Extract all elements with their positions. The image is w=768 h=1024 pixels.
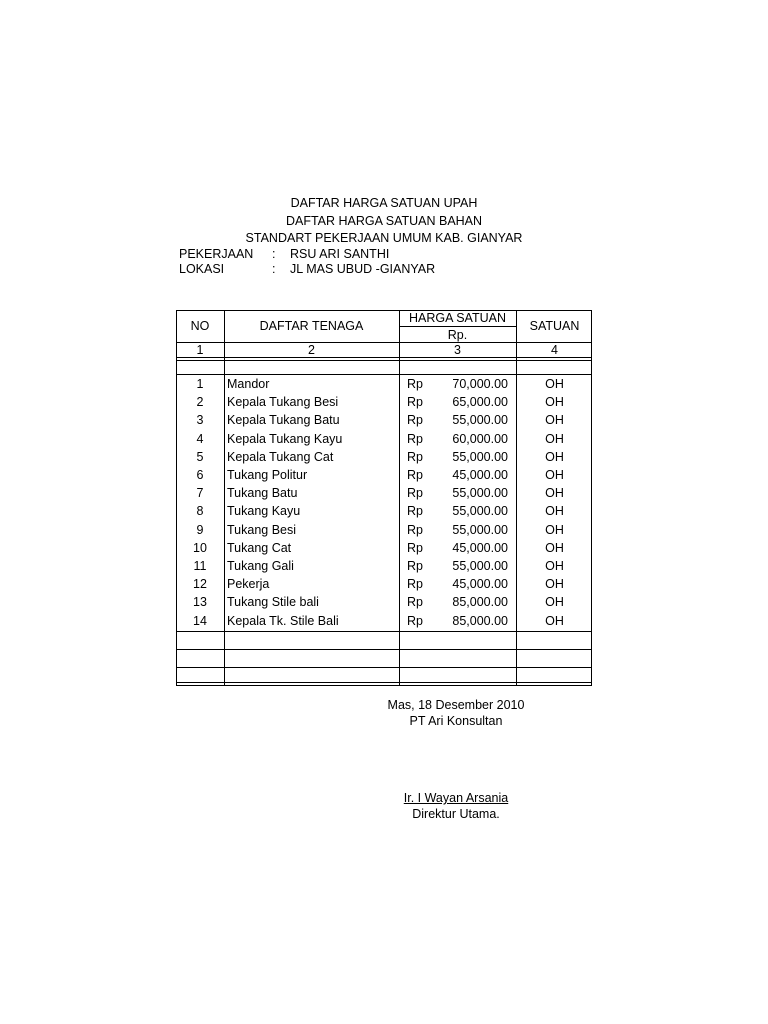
row-name: Kepala Tukang Kayu (227, 432, 343, 446)
title-standart: STANDART PEKERJAAN UMUM KAB. GIANYAR (245, 231, 523, 245)
index-col-2: 2 (308, 343, 315, 357)
header-no: NO (190, 319, 210, 333)
row-price: 55,000.00 (452, 413, 508, 427)
row-currency: Rp (407, 577, 423, 591)
row-price: 55,000.00 (452, 486, 508, 500)
row-currency: Rp (407, 541, 423, 555)
row-no: 14 (193, 614, 207, 628)
row-no: 3 (196, 413, 204, 427)
header-satuan: SATUAN (529, 319, 580, 333)
row-no: 4 (196, 432, 204, 446)
row-currency: Rp (407, 595, 423, 609)
index-row-line-2 (176, 360, 592, 361)
row-no: 1 (196, 377, 204, 391)
wage-table (176, 310, 592, 686)
row-unit: OH (545, 614, 564, 628)
row-name: Kepala Tukang Batu (227, 413, 340, 427)
row-name: Tukang Gali (227, 559, 294, 573)
row-price: 45,000.00 (452, 577, 508, 591)
row-name: Tukang Kayu (227, 504, 301, 518)
after-data-line (176, 631, 592, 632)
row-unit: OH (545, 523, 564, 537)
index-col-1: 1 (196, 343, 204, 357)
signer-title: Direktur Utama. (412, 807, 500, 821)
row-price: 55,000.00 (452, 523, 508, 537)
row-name: Kepala Tk. Stile Bali (227, 614, 339, 628)
row-price: 55,000.00 (452, 450, 508, 464)
row-currency: Rp (407, 395, 423, 409)
row-currency: Rp (407, 450, 423, 464)
row-currency: Rp (407, 432, 423, 446)
row-unit: OH (545, 413, 564, 427)
table-divider-no (224, 310, 225, 686)
row-price: 45,000.00 (452, 541, 508, 555)
row-price: 60,000.00 (452, 432, 508, 446)
row-price: 85,000.00 (452, 595, 508, 609)
row-no: 11 (193, 559, 207, 573)
row-price: 70,000.00 (452, 377, 508, 391)
row-unit: OH (545, 450, 564, 464)
row-unit: OH (545, 559, 564, 573)
row-unit: OH (545, 577, 564, 591)
pekerjaan-label: PEKERJAAN (179, 247, 254, 261)
row-currency: Rp (407, 486, 423, 500)
row-price: 85,000.00 (452, 614, 508, 628)
index-col-3: 3 (454, 343, 461, 357)
row-name: Tukang Politur (227, 468, 308, 482)
place-date: Mas, 18 Desember 2010 (387, 698, 525, 712)
row-currency: Rp (407, 504, 423, 518)
row-no: 6 (196, 468, 204, 482)
row-currency: Rp (407, 559, 423, 573)
bottom-line-1 (176, 682, 592, 683)
row-no: 8 (196, 504, 204, 518)
row-currency: Rp (407, 468, 423, 482)
index-col-4: 4 (551, 343, 558, 357)
row-price: 55,000.00 (452, 504, 508, 518)
empty-row-line-1 (176, 649, 592, 650)
row-no: 13 (193, 595, 207, 609)
row-no: 12 (193, 577, 207, 591)
lokasi-label: LOKASI (179, 262, 225, 276)
row-unit: OH (545, 595, 564, 609)
row-name: Mandor (227, 377, 270, 391)
row-unit: OH (545, 377, 564, 391)
row-no: 7 (196, 486, 204, 500)
lokasi-colon: : (272, 262, 276, 276)
row-unit: OH (545, 395, 564, 409)
lokasi-value: JL MAS UBUD -GIANYAR (290, 262, 436, 276)
row-name: Tukang Cat (227, 541, 292, 555)
row-currency: Rp (407, 614, 423, 628)
title-upah: DAFTAR HARGA SATUAN UPAH (290, 196, 478, 210)
row-name: Tukang Batu (227, 486, 298, 500)
row-currency: Rp (407, 377, 423, 391)
row-name: Tukang Stile bali (227, 595, 319, 609)
row-unit: OH (545, 504, 564, 518)
pekerjaan-colon: : (272, 247, 276, 261)
title-bahan: DAFTAR HARGA SATUAN BAHAN (285, 214, 483, 228)
empty-row-line-2 (176, 667, 592, 668)
row-no: 10 (193, 541, 207, 555)
bottom-line-2 (176, 685, 592, 686)
company-name: PT Ari Konsultan (409, 714, 503, 728)
row-name: Pekerja (227, 577, 270, 591)
row-unit: OH (545, 541, 564, 555)
row-price: 55,000.00 (452, 559, 508, 573)
row-unit: OH (545, 468, 564, 482)
table-border-top (176, 310, 592, 311)
row-currency: Rp (407, 523, 423, 537)
row-name: Kepala Tukang Besi (227, 395, 339, 409)
row-name: Tukang Besi (227, 523, 297, 537)
row-price: 45,000.00 (452, 468, 508, 482)
row-no: 2 (196, 395, 204, 409)
row-unit: OH (545, 432, 564, 446)
signer-name: Ir. I Wayan Arsania (403, 791, 509, 805)
row-no: 9 (196, 523, 204, 537)
row-unit: OH (545, 486, 564, 500)
row-no: 5 (196, 450, 204, 464)
header-price-unit: Rp. (447, 328, 468, 342)
pekerjaan-value: RSU ARI SANTHI (290, 247, 390, 261)
table-divider-name (399, 310, 400, 686)
header-harga-satuan: HARGA SATUAN (408, 311, 506, 325)
header-daftar-tenaga: DAFTAR TENAGA (259, 319, 364, 333)
row-name: Kepala Tukang Cat (227, 450, 334, 464)
row-price: 65,000.00 (452, 395, 508, 409)
row-currency: Rp (407, 413, 423, 427)
